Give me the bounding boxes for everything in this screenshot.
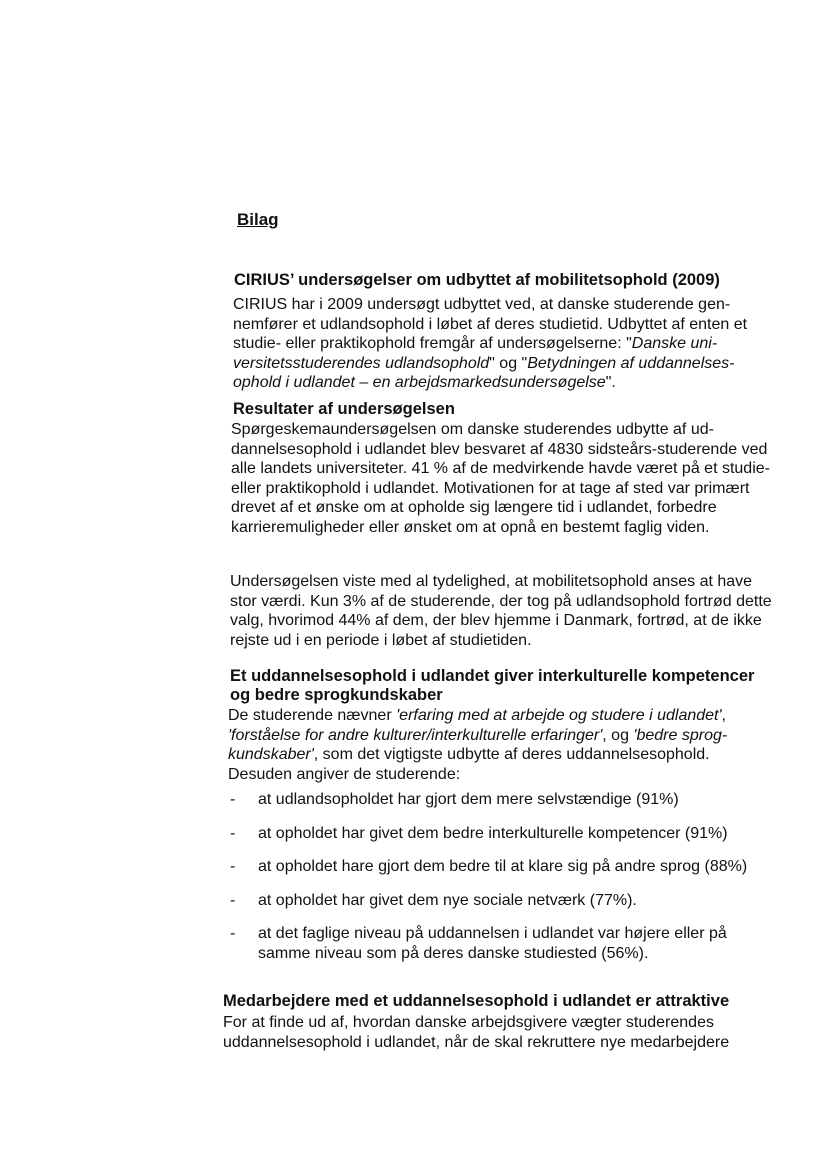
quote-2: 'forståelse for andre kulturer/interkulturelle erfaringer' [228, 726, 603, 744]
list-item [226, 857, 766, 877]
list-item [226, 891, 766, 911]
results-paragraph-2: Undersøgelsen viste med al tydelighed, at mobilitetsophold anses at have stor værdi. Kun 3% af de studerende, der tog på udlandsophold fortrød dette valg, hvorimod 44% af dem, der blev hjemme i Danmark, fortrød, at de ikke rejste ud i en periode i løbet af studietiden. [230, 573, 772, 649]
list-item-text: at udlandsopholdet har gjort dem mere selvstændige (91%) [258, 791, 679, 808]
competences-paragraph [228, 706, 773, 784]
list-item [226, 924, 766, 963]
list-item [226, 824, 766, 844]
cirius-text-1: CIRIUS har i 2009 undersøgt udbyttet ved, at danske studerende gen- nemfører et udlandsophold i løbet af deres studietid. Udbyttet af enten et studie- eller praktikophold fremgår af undersøgelserne: " [233, 296, 748, 352]
section-cirius-title: CIRIUS’ undersøgelser om udbyttet af mobilitetsophold (2009) [234, 271, 720, 289]
appendix-heading: Bilag [237, 210, 279, 229]
quote-3: 'bedre sprog- kundskaber' [228, 726, 728, 763]
section-competences-title: Et uddannelsesophold i udlandet giver interkulturelle kompetencer og bedre sprogkundskaber [230, 667, 755, 704]
competences-text-3: , og [602, 726, 634, 744]
section-cirius-paragraph [233, 295, 773, 393]
competences-text-2: , [721, 707, 726, 724]
list-item-text: at opholdet har givet dem bedre interkulturelle kompetencer (91%) [258, 824, 728, 842]
bullet-dash: - [230, 791, 236, 808]
benefits-list [226, 790, 766, 977]
competences-text-1: De studerende nævner [228, 707, 397, 724]
list-item [226, 790, 766, 810]
list-item-text: at det faglige niveau på uddannelsen i udlandet var højere eller på samme niveau som på deres danske studiested (56%). [258, 925, 727, 962]
employees-paragraph: For at finde ud af, hvordan danske arbejdsgivere vægter studerendes uddannelsesophold i udlandet, når de skal rekruttere nye medarbejdere [223, 1014, 730, 1051]
bullet-dash: - [230, 824, 236, 842]
quote-1: 'erfaring med at arbejde og studere i udlandet' [396, 707, 722, 724]
study-title-1: Danske uni- versitetsstuderendes udlandsophold [233, 335, 718, 372]
results-paragraph-1: Spørgeskemaundersøgelsen om danske studerendes udbytte af ud- dannelsesophold i udlandet blev besvaret af 4830 sidsteårs-studerende ved alle landets universiteter. 41 % af de medvirkende havde været på et studie- eller praktikophold i udlandet. Motivationen for at tage af sted var primært drevet af et ønske om at opholde sig længere tid i udlandet, forbedre karrieremuligheder eller ønsket om at opnå en bestemt faglig viden. [231, 421, 770, 536]
cirius-text-3: ". [605, 374, 616, 391]
cirius-text-2: " og " [489, 354, 528, 372]
bullet-dash: - [230, 891, 236, 909]
list-item-text: at opholdet har givet dem nye sociale netværk (77%). [258, 891, 637, 909]
bullet-dash: - [230, 925, 236, 942]
section-results-title: Resultater af undersøgelsen [233, 400, 455, 418]
list-item-text: at opholdet hare gjort dem bedre til at klare sig på andre sprog (88%) [258, 858, 748, 875]
bullet-dash: - [230, 858, 236, 875]
competences-text-4: , som det vigtigste udbytte af deres uddannelsesophold. Desuden angiver de studerende: [228, 746, 710, 783]
section-employees-title: Medarbejdere med et uddannelsesophold i udlandet er attraktive [223, 992, 730, 1010]
study-title-2: Betydningen af uddannelses- ophold i udlandet – en arbejdsmarkedsundersøgelse [233, 354, 735, 391]
